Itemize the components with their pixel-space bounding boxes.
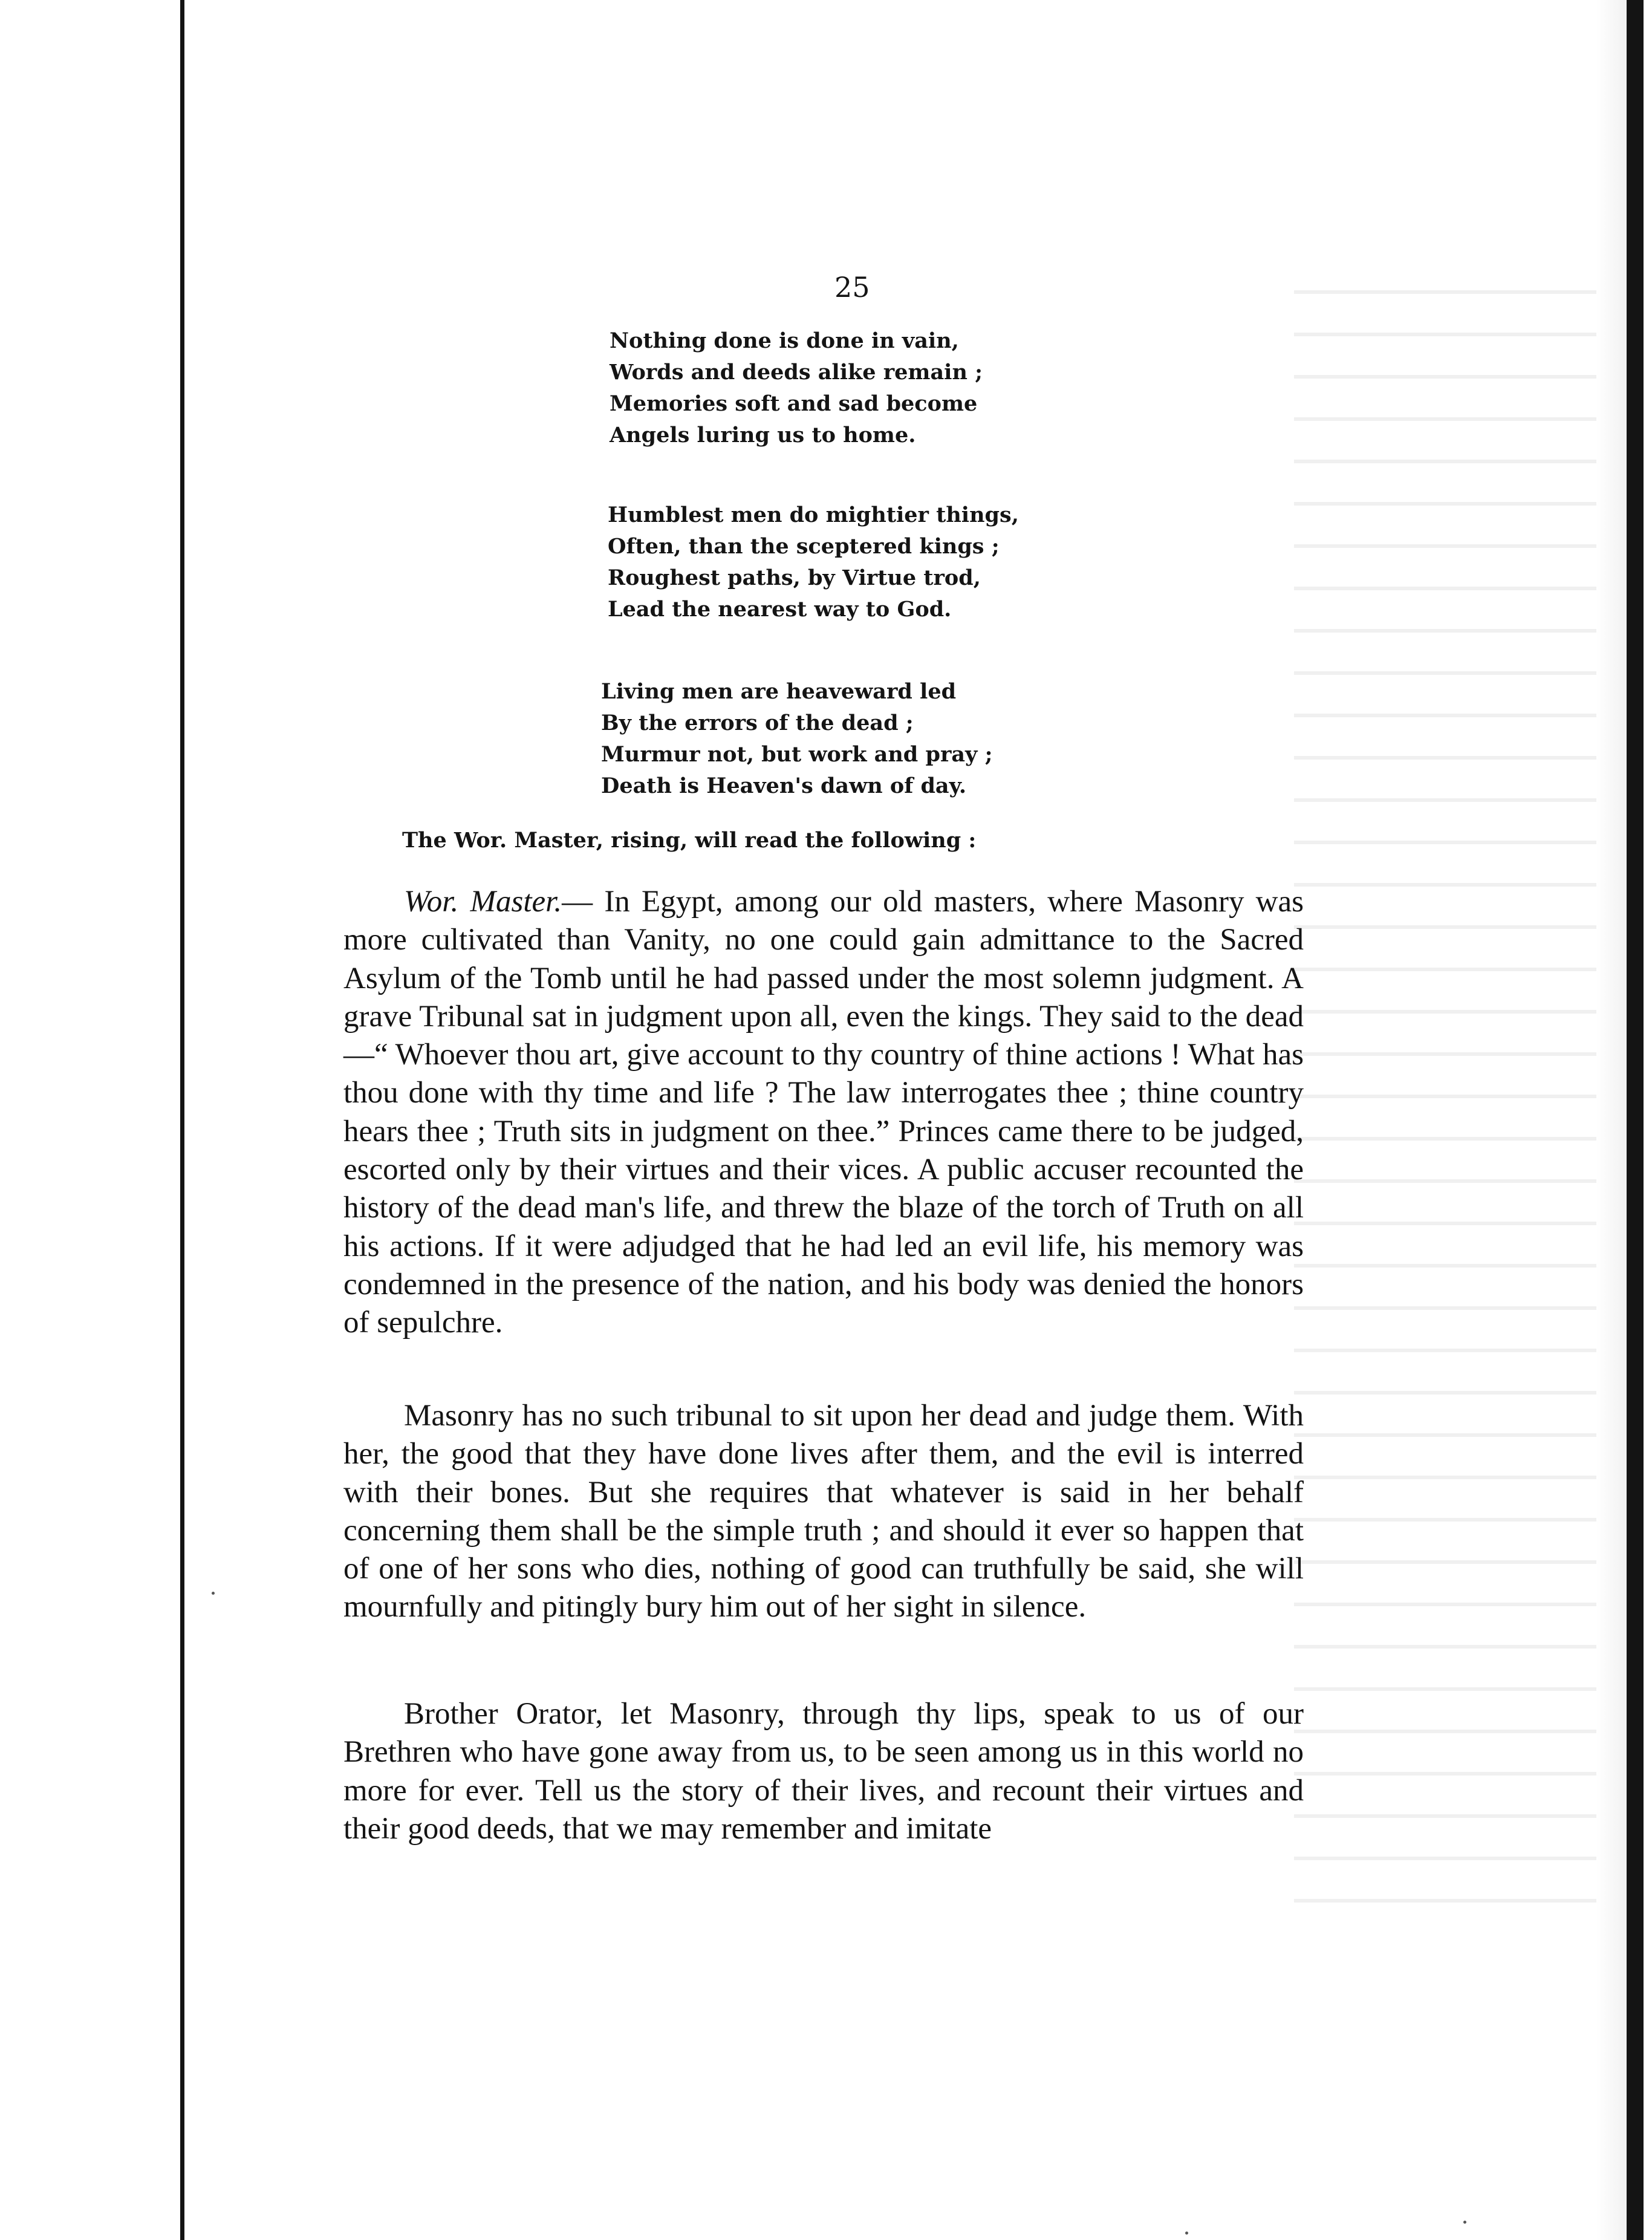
poem-line: Nothing done is done in vain,: [610, 328, 959, 353]
poem-line: By the errors of the dead ;: [601, 711, 914, 735]
print-speck: [212, 1592, 215, 1595]
poem-line: Roughest paths, by Virtue trod,: [608, 565, 981, 590]
poem-line: Often, than the sceptered kings ;: [608, 534, 1000, 559]
paragraph-wor-master: [343, 883, 1304, 1343]
paragraph-brother-orator: [343, 1695, 1304, 1848]
page-number: 25: [834, 271, 870, 304]
paragraph-text: Masonry has no such tribunal to sit upon her dead and judge them. With her, the good that they have done lives after them, and the evil is interred with their bones. But she requires that whatever is said in her behalf concerning them shall be the simple truth ; and should it ever so happen that of one of her sons who dies, nothing of good can truthfully be said, she will mournfully and pitingly bury him out of her sight in silence.: [343, 1399, 1304, 1624]
poem-stanza-2: [608, 500, 1019, 625]
paragraph-body: [343, 883, 1304, 1343]
poem-stanza-3: [601, 676, 993, 802]
print-speck: [1463, 2221, 1466, 2224]
left-gutter: [0, 0, 180, 2240]
stage-direction: The Wor. Master, rising, will read the following :: [402, 828, 977, 853]
poem-line: Death is Heaven's dawn of day.: [601, 773, 967, 798]
poem-line: Murmur not, but work and pray ;: [601, 742, 993, 767]
right-page-shadow: [1596, 0, 1627, 2240]
poem-stanza-1: [610, 325, 983, 451]
paragraph-text: Brother Orator, let Masonry, through thy lips, speak to us of our Brethren who have gone away from us, to be seen among us in this world no more for ever. Tell us the story of their lives, and recount their virtues and their good deeds, that we may remember and imitate: [343, 1697, 1304, 1846]
poem-line: Words and deeds alike remain ;: [610, 360, 983, 385]
poem-line: Lead the nearest way to God.: [608, 597, 952, 622]
poem-line: Memories soft and sad become: [610, 391, 978, 416]
show-through-text: [1294, 290, 1596, 1923]
print-speck: [1185, 2232, 1188, 2235]
poem-line: Living men are heaveward led: [601, 679, 957, 704]
right-binding-edge: [1627, 0, 1644, 2240]
paragraph-masonry-tribunal: [343, 1397, 1304, 1627]
poem-line: Angels luring us to home.: [610, 423, 916, 448]
speaker-label: Wor. Master.: [404, 885, 562, 919]
paragraph-text: — In Egypt, among our old masters, where Masonry was more cultivated than Vanity, no one could gain admittance to the Sacred Asylum of the Tomb until he had passed under the most solemn judgment. A grave Tribunal sat in judgment upon all, even the kings. They said to the dead—“ Whoever thou art, give account to thy country of thine actions ! What has thou done with thy time and life ? The law interrogates thee ; thine country hears thee ; Truth sits in judgment on thee.” Princes came there to be judged, escorted only by their virtues and their vices. A public accuser recounted the history of the dead man's life, and threw the blaze of the torch of Truth on all his actions. If it were adjudged that he had led an evil life, his memory was condemned in the presence of the nation, and his body was denied the honors of sepulchre.: [343, 885, 1304, 1340]
left-binding-edge: [180, 0, 184, 2240]
poem-line: Humblest men do mightier things,: [608, 503, 1019, 527]
